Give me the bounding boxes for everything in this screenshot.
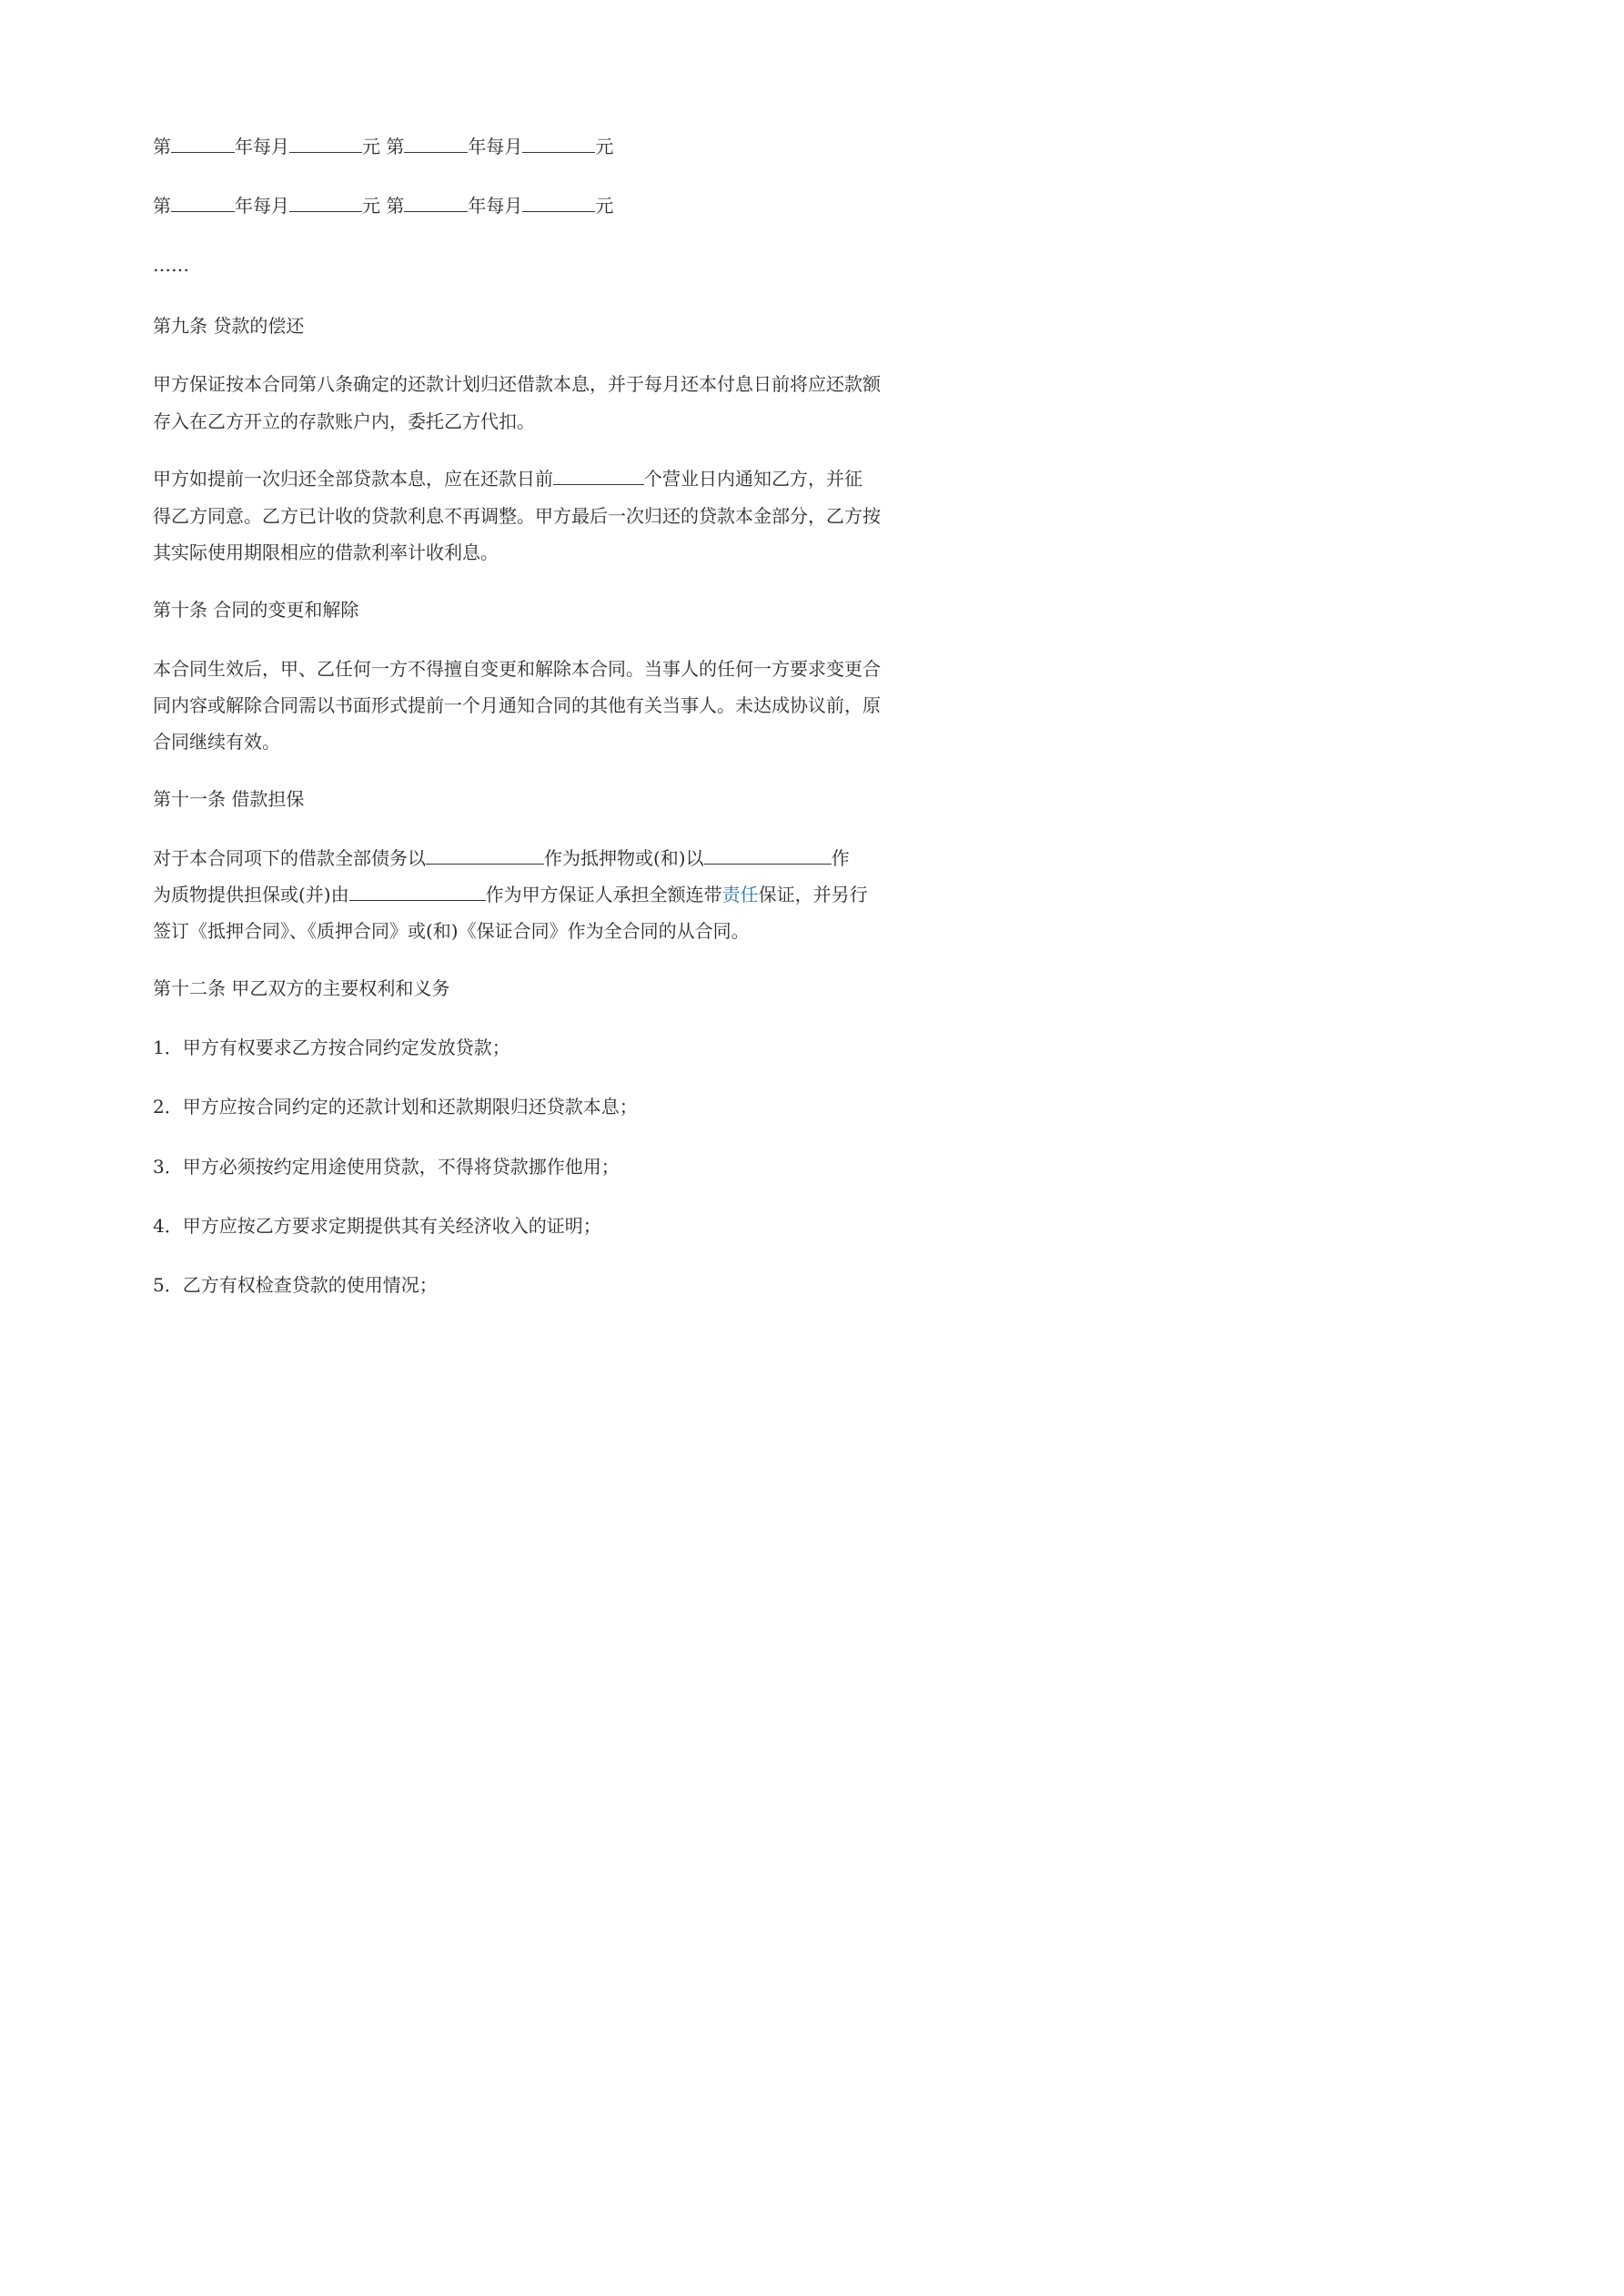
- ellipsis: ……: [153, 254, 189, 276]
- article-11-paragraph-line: 为质物提供担保或(并)由 作为甲方保证人承担全额连带责任保证，并另行: [153, 879, 862, 910]
- article-12-list-item: 5．乙方有权检查贷款的使用情况；: [153, 1274, 438, 1296]
- amount-blank: [289, 191, 362, 212]
- amount-blank: [522, 132, 595, 153]
- repayment-schedule-row: 第 年每月 元 第 年每月 元: [153, 190, 862, 221]
- article-12-heading: 第十二条 甲乙双方的主要权利和义务: [153, 977, 450, 999]
- article-9-paragraph-line: 得乙方同意。乙方已计收的贷款利息不再调整。甲方最后一次归还的贷款本金部分，乙方按: [153, 505, 881, 527]
- repayment-schedule-row: 第 年每月 元 第 年每月 元: [153, 131, 862, 162]
- year-blank: [171, 191, 235, 212]
- year-blank: [171, 132, 235, 153]
- guarantor-blank: [349, 880, 486, 901]
- article-10-heading: 第十条 合同的变更和解除: [153, 599, 359, 621]
- article-12-list-item: 1．甲方有权要求乙方按合同约定发放贷款；: [153, 1037, 510, 1058]
- document-page: [0, 0, 1001, 1416]
- article-9-heading: 第九条 贷款的偿还: [153, 315, 305, 337]
- year-blank: [404, 132, 468, 153]
- responsibility-link[interactable]: 责任: [721, 884, 759, 905]
- year-blank: [404, 191, 468, 212]
- article-11-heading: 第十一条 借款担保: [153, 788, 305, 810]
- article-9-paragraph-line: 甲方保证按本合同第八条确定的还款计划归还借款本息，并于每月还本付息日前将应还款额: [153, 373, 881, 395]
- article-10-paragraph-line: 本合同生效后，甲、乙任何一方不得擅自变更和解除本合同。当事人的任何一方要求变更合: [153, 658, 881, 680]
- article-9-paragraph-line: 甲方如提前一次归还全部贷款本息，应在还款日前 个营业日内通知乙方，并征: [153, 463, 862, 494]
- article-11-paragraph-line: 签订《抵押合同》、《质押合同》或(和)《保证合同》作为全合同的从合同。: [153, 920, 750, 942]
- business-days-blank: [553, 464, 644, 485]
- article-12-list-item: 3．甲方必须按约定用途使用贷款，不得将贷款挪作他用；: [153, 1156, 620, 1178]
- article-9-paragraph-line: 存入在乙方开立的存款账户内，委托乙方代扣。: [153, 410, 535, 432]
- article-11-paragraph-line: 对于本合同项下的借款全部债务以 作为抵押物或(和)以 作: [153, 843, 862, 874]
- article-12-list-item: 2．甲方应按合同约定的还款计划和还款期限归还贷款本息；: [153, 1096, 638, 1118]
- collateral-blank: [426, 844, 544, 865]
- article-10-paragraph-line: 合同继续有效。: [153, 731, 280, 753]
- article-9-paragraph-line: 其实际使用期限相应的借款利率计收利息。: [153, 541, 499, 563]
- amount-blank: [522, 191, 595, 212]
- article-12-list-item: 4．甲方应按乙方要求定期提供其有关经济收入的证明；: [153, 1215, 601, 1237]
- amount-blank: [289, 132, 362, 153]
- article-10-paragraph-line: 同内容或解除合同需以书面形式提前一个月通知合同的其他有关当事人。未达成协议前，原: [153, 694, 881, 716]
- pledge-blank: [704, 844, 832, 865]
